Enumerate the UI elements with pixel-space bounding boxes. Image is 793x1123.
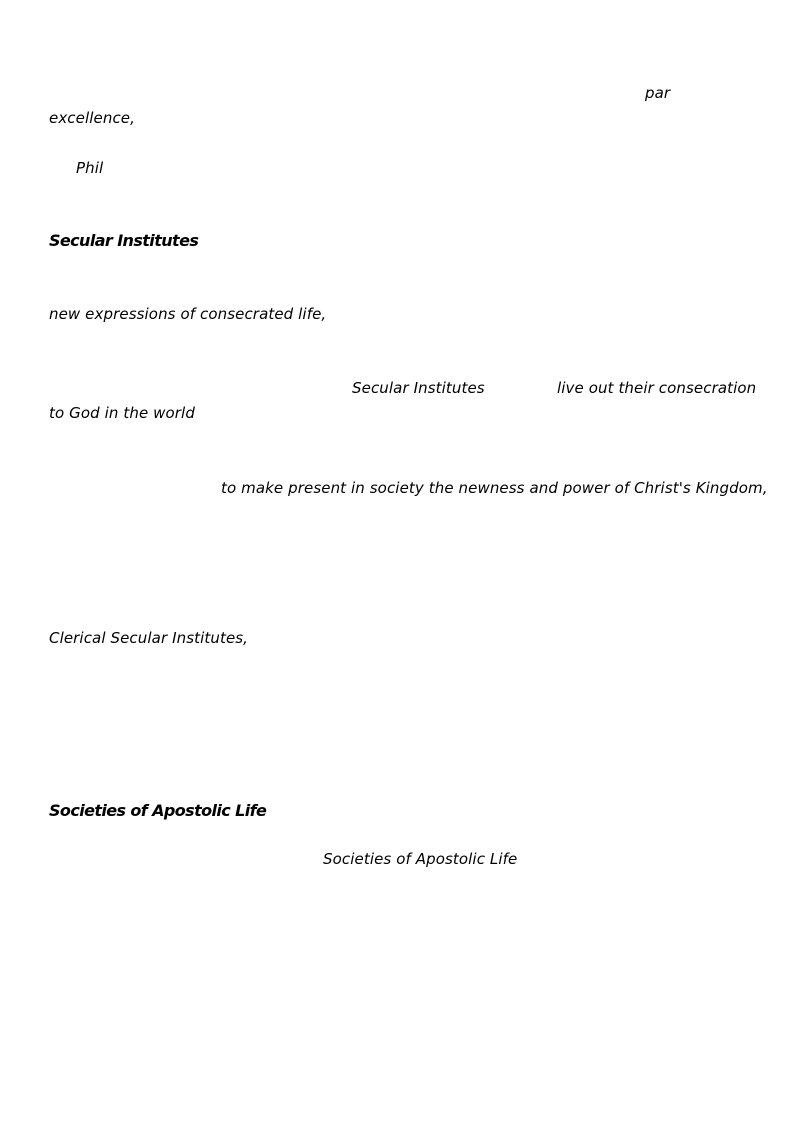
text-make-present: to make present in society the newness and power of Christ's Kingdom,: [221, 479, 768, 497]
text-par: par: [645, 84, 671, 102]
text-societies-inline: Societies of Apostolic Life: [323, 850, 518, 868]
heading-secular-institutes: Secular Institutes: [49, 231, 199, 250]
text-live-out: live out their consecration: [557, 379, 757, 397]
text-secular-institutes-inline: Secular Institutes: [352, 379, 485, 397]
text-excellence: excellence,: [49, 109, 135, 127]
heading-societies-of-apostolic-life: Societies of Apostolic Life: [49, 801, 267, 820]
text-to-god: to God in the world: [49, 404, 195, 422]
text-clerical: Clerical Secular Institutes,: [49, 629, 249, 647]
text-phil: Phil: [76, 159, 104, 177]
text-new-expressions: new expressions of consecrated life,: [49, 305, 327, 323]
